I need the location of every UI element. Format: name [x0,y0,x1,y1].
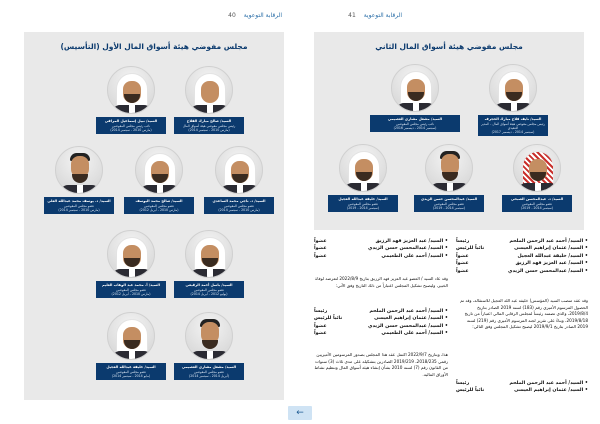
member-photo [215,146,263,194]
member-photo [107,230,155,278]
member-caption: السيد/ نبيل إسماعيل المرافي نائب رئيس مجلس المفوضين (مارس 2010 - سبتمبر 2014) [96,117,166,134]
member-caption: السيد/ د. عبدالمحسن الصبحي عضو مجلس المفوضين (سبتمبر 2014 - 2019) [502,195,572,212]
right-page [306,0,592,400]
member-photo [135,146,183,194]
page-number: 40 [228,12,236,19]
member-photo [107,66,155,114]
member-card [370,64,460,132]
running-head-text: الرقابة التوعوية [363,12,402,19]
member-caption: السيد/ صالح محمد اليوسف عضو مجلس المفوضين (مارس 2010 - أبريل 2012) [124,197,194,214]
member-photo [489,64,537,112]
member-caption: السيد/ مشعل مشاري العصيمي نائب رئيس مجلس المفوضين (سبتمبر 2014 - ديسمبر 2016) [370,115,460,132]
member-card [174,230,244,298]
member-card [174,312,244,380]
member-card [502,144,572,212]
roster-a: • السيد/ أحمد عبد الرحمن الملحم رئيساً • السيد/ عثمان إبراهيم العيسى نائباً للرئيس • السيد/ خليفة عبدالله العجيل عضواً • السيد/ عبد العزيز فهد الرزيق عضواً • السيد/ عبدالمحسن حسن الزيدي عضواً [456,238,588,275]
member-card [44,146,114,214]
paragraph-c: هذا، وبتاريخ 2022/9/7 اكتمل عقد هذا المجلس بصدور المرسومين الأميريين رقمي 2018/235، 2019/219 الصادرين بتشكيله على مدى ثلاث (3) سنوات من القانون رقم (7) لسنة 2010 بشأن إنشاء هيئة أسواق المال وتنظيم نشاط الأوراق المالية. [314,352,448,377]
page-number: 41 [348,12,356,19]
member-caption: السيد/ نايف فلاح مبارك الحجرف رئيس مجلس مفوضي هيئة أسواق المال - المدير التنفيذي (سبتمبر 2014 - ديسمبر 2017) [478,115,548,136]
member-caption: السيد/ مشعل مشاري العصيمي عضو مجلس المفوضين (أبريل 2014 - سبتمبر 2014) [174,363,244,380]
member-caption: السيد/ خليفة عبدالله العجيل عضو مجلس المفوضين (سبتمبر 2014 - 2019) [328,195,398,212]
member-card [174,66,244,134]
member-photo [107,312,155,360]
member-card [96,312,166,380]
left-page [8,0,294,400]
member-caption: السيد/ د. ناجي محمد الساعدي عضو مجلس المفوضين (مارس 2010 - سبتمبر 2014) [204,197,274,214]
member-caption: السيد/ أ. محمد عبد الوهاب العليم عضو مجلس المفوضين (مارس 2010 - أبريل 2012) [96,281,166,298]
member-photo [391,64,439,112]
member-caption: السيد/ عبدالمحسن حسن الزيدي عضو مجلس المفوضين (سبتمبر 2014 - 2019) [414,195,484,212]
member-card [414,144,484,212]
member-photo [185,312,233,360]
roster-d: • السيد/ أحمد عبد الرحمن الملحم رئيساً • السيد/ عثمان إبراهيم العيسى نائباً للرئيس • السيد/ عبدالمحسن حسن الزيدي عضواً • السيد/ أحمد علي الطعيمي عضواً [314,308,448,338]
member-card [124,146,194,214]
paragraph-b: وقد عاد السيد / العضو عبد العزيز فهد الرزيق بتاريخ 2022/8/9 لتعرضه لوفاة الخبير، وليصبح تشكيل المجلس اعتباراً من ذلك التاريخ وفق الآتي: [315,276,448,288]
running-head-text: الرقابة التوعوية [243,12,282,19]
roster-b: • السيد/ أحمد عبد الرحمن الملحم رئيساً • السيد/ عثمان إبراهيم العيسى نائباً للرئيس [456,380,588,395]
member-card [204,146,274,214]
board-panel-first [24,32,284,400]
member-card [96,66,166,134]
member-caption: السيد/ خليفة عبدالله العجيل عضو مجلس المفوضين (مايو 2014 - سبتمبر 2014) [96,363,166,380]
member-caption: السيد/ باسل أحمد الرقيعي عضو مجلس المفوضين (يوليو 2012 - أبريل 2014) [174,281,244,298]
member-photo [55,146,103,194]
arrow-left-icon[interactable]: ← [288,406,312,420]
board-panel-second [314,32,584,230]
member-photo [185,66,233,114]
member-photo [425,144,473,192]
running-head-left [222,12,282,19]
member-card [96,230,166,298]
member-caption: السيد/ د. يوسف محمد عبدالله العلي عضو مجلس المفوضين (مارس 2010 - سبتمبر 2014) [44,197,114,214]
member-photo [513,144,561,192]
member-photo [339,144,387,192]
panel-title: مجلس مفوضي هيئة أسواق المال الثاني [375,42,523,51]
paragraph-a: وقد عقد منصب السيد (المؤسس) خليفة عبد الله العجيل للاستقالة، وقد تم الحصول المرسوم الأميري رقم (183) لسنة 2019 الصادر بتاريخ 2019/8/4، والذي تضمنه رئيساً لمجلس الرقابي المالي اعتباراً من تاريخ 2019/8/18، وبناءً على تقرير لجنة المرسوم الأميري رقم (219) لسنة 2019 الصادر بتاريخ 2019/9/1 ليصبح تشكيل المجلس وفق التالي: [460,298,588,329]
member-caption: السيد/ صالح مبارك الفلاح رئيس مجلس مفوضي هيئة أسواق المال (مارس 2010 - سبتمبر 2014) [174,117,244,134]
panel-title: مجلس مفوضي هيئة أسواق المال الأول (التأسيس) [60,42,248,51]
member-card [328,144,398,212]
member-photo [185,230,233,278]
running-head-right [342,12,402,19]
member-card [478,64,548,136]
roster-c: • السيد/ عبد العزيز فهد الرزيق عضواً • السيد/ عبدالمحسن حسن الزيدي عضواً • السيد/ أحمد علي الطعيمي عضواً [314,238,448,260]
